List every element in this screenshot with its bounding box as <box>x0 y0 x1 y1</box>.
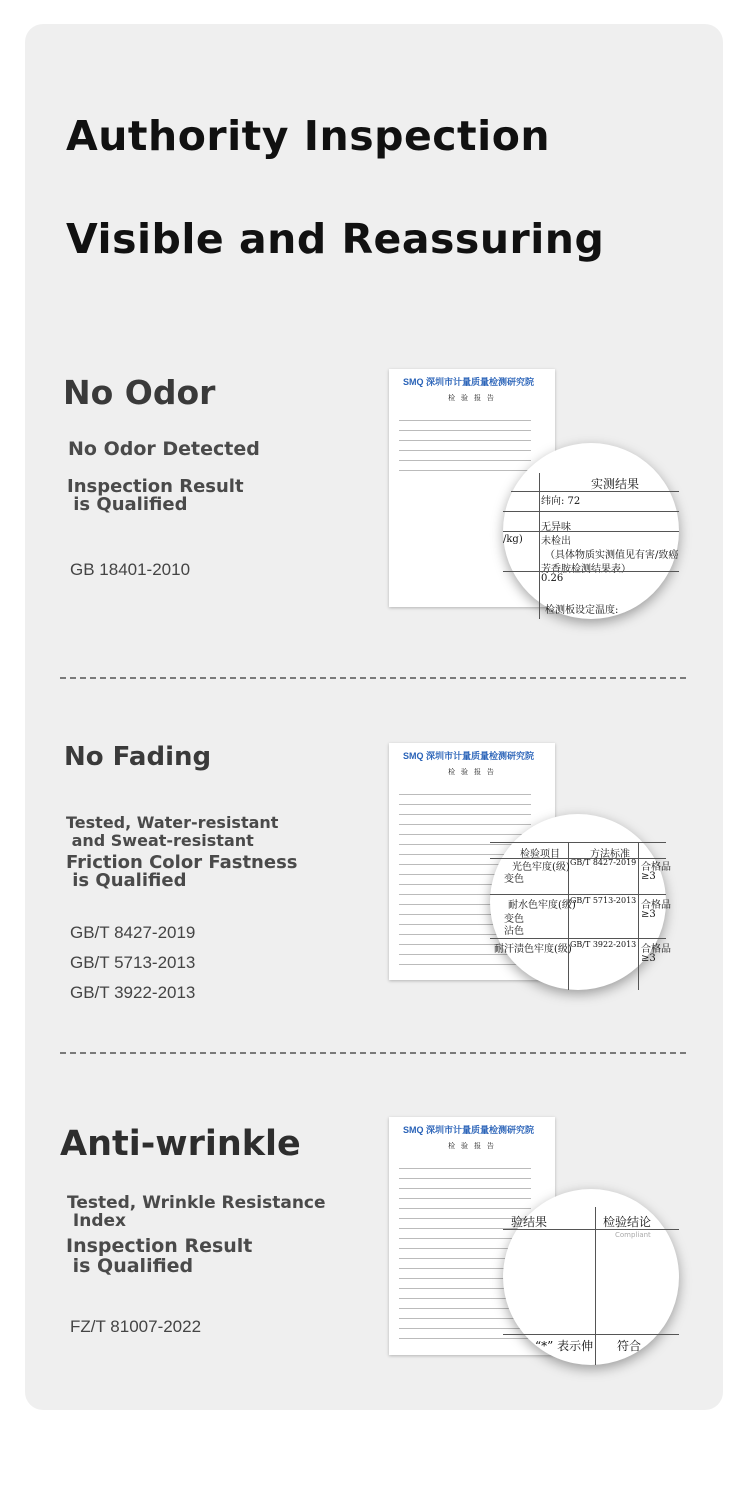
headline-line-2: Visible and Reassuring <box>66 215 605 263</box>
lens-sub: 变色 <box>504 914 524 925</box>
lens-method: GB/T 5713-2013 <box>570 896 637 905</box>
lens-line: 0.26 <box>541 573 564 584</box>
section-subtitle-odor: No Odor Detected <box>68 438 260 460</box>
magnifier-lens <box>503 443 679 619</box>
lens-sub: 沾色 <box>504 926 524 937</box>
lens-result: 合格品 <box>641 900 671 911</box>
standard-code: GB/T 8427-2019 <box>70 923 196 942</box>
report-logo: SMQ 深圳市计量质量检测研究院 <box>403 751 535 761</box>
lens-line: 未检出 <box>541 536 571 547</box>
lens-result: 合格品 <box>641 944 671 955</box>
lens-item: 耐汗渍色牢度(级) <box>494 944 572 955</box>
report-table <box>399 411 531 437</box>
magnifier-lens <box>490 814 671 990</box>
lens-item: 光色牢度(级) <box>512 862 570 873</box>
section-divider <box>60 1052 686 1054</box>
lens-line: 检测板设定温度: <box>545 605 619 616</box>
section-divider <box>60 677 686 679</box>
lens-header: 检验项目 <box>520 849 560 860</box>
lens-result: 合格品 <box>641 862 671 873</box>
lens-item: 耐水色牢度(级) <box>508 900 576 911</box>
lens-unit: /kg) <box>503 534 523 545</box>
report-logo: SMQ 深圳市计量质量检测研究院 <box>403 377 535 387</box>
report-logo: SMQ 深圳市计量质量检测研究院 <box>403 1125 535 1135</box>
magnifier-lens <box>503 1189 679 1365</box>
section-title-no-odor: No Odor <box>63 373 216 412</box>
standard-code: GB 18401-2010 <box>70 560 191 579</box>
lens-header: 检验结论 <box>603 1215 652 1229</box>
headline-line-1: Authority Inspection <box>66 112 551 160</box>
lens-line: （具体物质实测值见有害/致癌 <box>545 550 679 561</box>
lens-header: 实测结果 <box>591 477 640 491</box>
lens-grade: ≥3 <box>641 871 656 882</box>
section-title-no-fading: No Fading <box>64 742 212 772</box>
report-title: 检 验 报 告 <box>448 1143 496 1150</box>
section-result-wrinkle: Inspection Result is Qualified <box>66 1235 253 1277</box>
section-title-anti-wrinkle: Anti-wrinkle <box>60 1124 301 1164</box>
report-title: 检 验 报 告 <box>448 769 496 776</box>
lens-grade: ≥3 <box>641 953 656 964</box>
report-title: 检 验 报 告 <box>448 395 496 402</box>
standard-code: FZ/T 81007-2022 <box>70 1317 202 1336</box>
lens-method: GB/T 8427-2019 <box>570 858 637 867</box>
lens-footer: 符合 <box>617 1339 642 1353</box>
section-result-fading: Friction Color Fastness is Qualified <box>66 852 298 891</box>
lens-line: 纬向: 72 <box>541 496 581 507</box>
standard-code: GB/T 5713-2013 <box>70 953 196 972</box>
lens-method: GB/T 3922-2013 <box>570 940 637 949</box>
section-subtitle-wrinkle: Tested, Wrinkle Resistance Index <box>67 1193 326 1231</box>
standard-code: GB/T 3922-2013 <box>70 983 196 1002</box>
lens-header: 方法标准 <box>590 849 630 860</box>
lens-line: 芳香胺检测结果表） <box>541 564 631 575</box>
lens-line: 无异味 <box>541 522 571 533</box>
section-subtitle-fading: Tested, Water-resistant and Sweat-resistant <box>66 813 279 850</box>
lens-grade: ≥3 <box>641 909 656 920</box>
lens-note: Compliant <box>615 1231 651 1239</box>
section-result-odor: Inspection Result is Qualified <box>67 476 244 515</box>
lens-footer: “*” 表示伸 <box>535 1339 594 1353</box>
lens-header: 验结果 <box>511 1215 548 1229</box>
lens-sub: 变色 <box>504 874 524 885</box>
